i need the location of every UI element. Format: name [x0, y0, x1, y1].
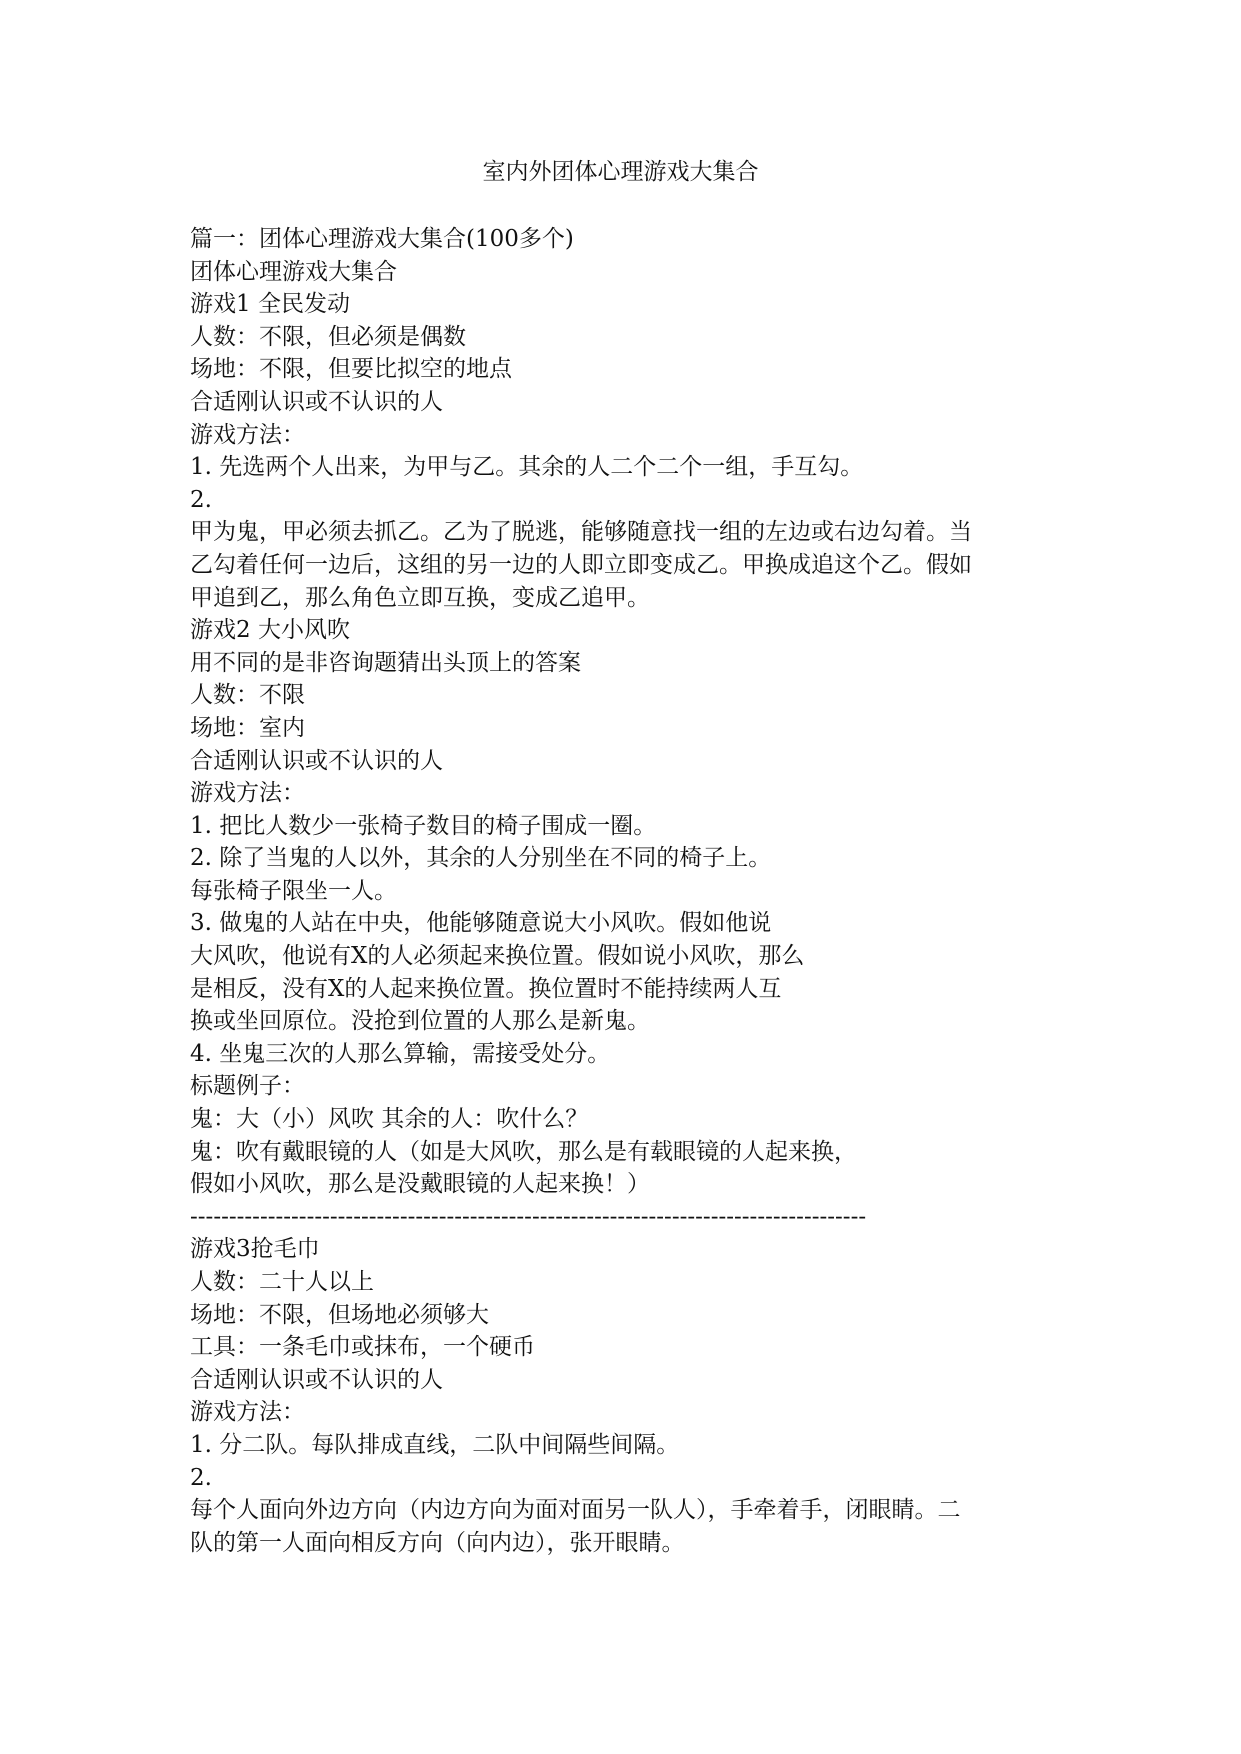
text-line: 游戏方法： — [190, 421, 305, 448]
text-line: 假如小风吹，那么是没戴眼镜的人起来换！） — [190, 1171, 650, 1198]
text-line: 1. 分二队。每队排成直线，二队中间隔些间隔。 — [190, 1431, 680, 1458]
text-line: 2. — [190, 1464, 212, 1491]
text-line: 人数：不限，但必须是偶数 — [190, 323, 466, 350]
text-line: 乙勾着任何一边后，这组的另一边的人即立即变成乙。甲换成追这个乙。假如 — [190, 551, 972, 578]
text-line: 队的第一人面向相反方向（向内边），张开眼睛。 — [190, 1529, 685, 1556]
text-line: 鬼：大（小）风吹 其余的人：吹什么？ — [190, 1106, 589, 1133]
text-line: 用不同的是非咨询题猜出头顶上的答案 — [190, 649, 581, 676]
text-line: --------------------------------------------------------------------------------------- — [190, 1203, 867, 1230]
text-line: 合适刚认识或不认识的人 — [190, 747, 443, 774]
text-line: 游戏方法： — [190, 1399, 305, 1426]
text-line: 场地：不限，但要比拟空的地点 — [190, 356, 512, 383]
text-line: 游戏1 全民发动 — [190, 291, 350, 318]
text-line: 是相反，没有X的人起来换位置。换位置时不能持续两人互 — [190, 975, 782, 1002]
text-line: 游戏方法： — [190, 780, 305, 807]
text-line: 人数：二十人以上 — [190, 1269, 374, 1295]
text-line: 鬼：吹有戴眼镜的人（如是大风吹，那么是有载眼镜的人起来换， — [190, 1138, 857, 1165]
text-line: 1. 把比人数少一张椅子数目的椅子围成一圈。 — [190, 812, 657, 839]
text-line: 甲追到乙，那么角色立即互换，变成乙追甲。 — [190, 584, 650, 611]
text-line: 人数：不限 — [190, 682, 305, 709]
text-line: 大风吹，他说有X的人必须起来换位置。假如说小风吹，那么 — [190, 943, 805, 970]
text-line: 游戏2 大小风吹 — [190, 617, 350, 644]
text-line: 2. 除了当鬼的人以外，其余的人分别坐在不同的椅子上。 — [190, 845, 772, 872]
text-line: 场地：不限，但场地必须够大 — [190, 1301, 489, 1328]
document-body — [190, 223, 1050, 1559]
text-line: 团体心理游戏大集合 — [190, 258, 397, 285]
text-line: 游戏3抢毛巾 — [190, 1236, 320, 1263]
text-line: 2. — [190, 486, 212, 513]
text-line: 1. 先选两个人出来，为甲与乙。其余的人二个二个一组，手互勾。 — [190, 454, 864, 481]
text-line: 甲为鬼，甲必须去抓乙。乙为了脱逃，能够随意找一组的左边或右边勾着。当 — [190, 519, 972, 546]
text-line: 合适刚认识或不认识的人 — [190, 1366, 443, 1393]
text-line: 换或坐回原位。没抢到位置的人那么是新鬼。 — [190, 1008, 650, 1035]
text-line: 场地：室内 — [190, 714, 305, 741]
text-line: 3. 做鬼的人站在中央，他能够随意说大小风吹。假如他说 — [190, 910, 772, 937]
page-title: 室内外团体心理游戏大集合 — [482, 159, 759, 185]
text-line: 合适刚认识或不认识的人 — [190, 388, 443, 415]
text-line: 每张椅子限坐一人。 — [190, 877, 397, 904]
text-line: 4. 坐鬼三次的人那么算输，需接受处分。 — [190, 1040, 611, 1067]
text-line: 标题例子： — [190, 1073, 305, 1100]
text-line: 工具：一条毛巾或抹布，一个硬币 — [190, 1334, 535, 1361]
text-line: 篇一：团体心理游戏大集合(100多个) — [190, 226, 574, 252]
text-line: 每个人面向外边方向（内边方向为面对面另一队人），手牵着手，闭眼睛。二 — [190, 1497, 961, 1524]
